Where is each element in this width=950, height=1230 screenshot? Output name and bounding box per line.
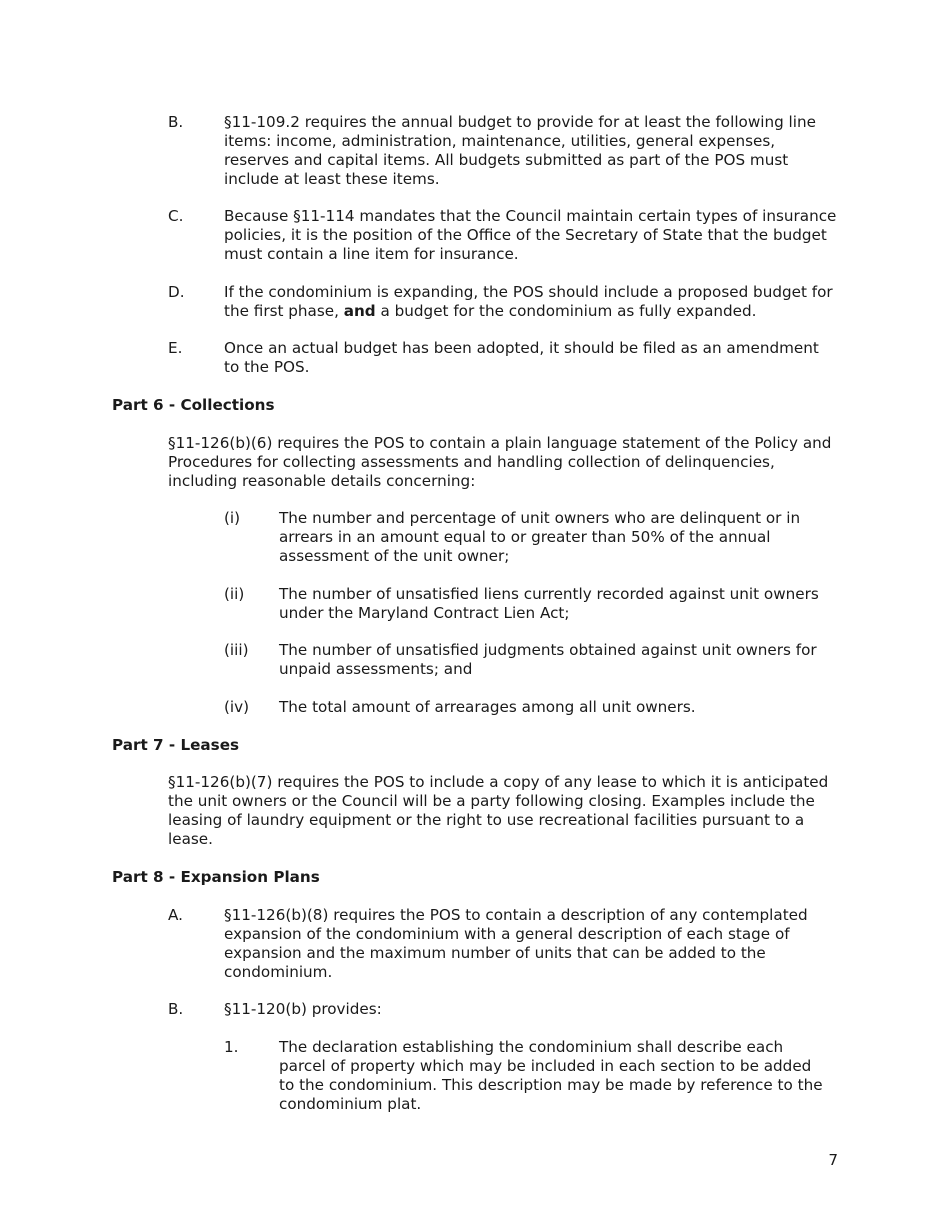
item-text: §11-126(b)(8) requires the POS to contain a description of any contemplated expansion of the condominium with a general description of each stage of expansion and the maximum number of units that can be added to the condominium. bbox=[224, 906, 808, 981]
page-number: 7 bbox=[828, 1151, 838, 1169]
item-text: The number and percentage of unit owners who are delinquent or in arrears in an amount equal to or greater than 50% of the annual assessment of the unit owner; bbox=[279, 509, 801, 565]
list-item-c bbox=[168, 207, 848, 264]
item-label: A. bbox=[168, 906, 183, 924]
item-label: (i) bbox=[224, 509, 241, 527]
item-label: D. bbox=[168, 283, 185, 301]
part7-heading: Part 7 - Leases bbox=[112, 736, 240, 754]
item-text: The total amount of arrearages among all unit owners. bbox=[279, 698, 696, 716]
item-text: §11-120(b) provides: bbox=[224, 1000, 382, 1018]
item-label: B. bbox=[168, 1000, 184, 1018]
item-text: §11-109.2 requires the annual budget to provide for at least the following line items: income, administration, maintenance, utilities, general expenses, reserves and capital items. All budgets submitted as part of the POS must include at least these items. bbox=[224, 113, 816, 188]
part6-heading: Part 6 - Collections bbox=[112, 396, 275, 414]
item-label: (iv) bbox=[224, 698, 250, 716]
list-item-e bbox=[168, 339, 848, 377]
item-label: (iii) bbox=[224, 641, 249, 659]
item-label: C. bbox=[168, 207, 184, 225]
part8-heading: Part 8 - Expansion Plans bbox=[112, 868, 320, 886]
list-item-iii bbox=[224, 641, 848, 679]
item-text: Once an actual budget has been adopted, it should be filed as an amendment to the POS. bbox=[224, 339, 819, 376]
list-item-b2 bbox=[168, 1000, 848, 1019]
list-item-d bbox=[168, 283, 848, 321]
item-text: The number of unsatisfied liens currently recorded against unit owners under the Maryland Contract Lien Act; bbox=[279, 585, 819, 622]
emphasis-and: and bbox=[343, 302, 376, 320]
item-text: The number of unsatisfied judgments obtained against unit owners for unpaid assessments; and bbox=[279, 641, 817, 678]
item-text: Because §11-114 mandates that the Council maintain certain types of insurance policies, it is the position of the Office of the Secretary of State that the budget must contain a line item for insurance. bbox=[224, 207, 837, 263]
list-item-a bbox=[168, 906, 848, 982]
item-label: 1. bbox=[224, 1038, 239, 1056]
item-label: E. bbox=[168, 339, 183, 357]
part7-intro: §11-126(b)(7) requires the POS to include a copy of any lease to which it is anticipated the unit owners or the Council will be a party following closing. Examples include the leasing of laundry equipment or the right to use recreational facilities pursuant to a lease. bbox=[168, 773, 829, 848]
list-item-b bbox=[168, 113, 848, 189]
list-item-ii bbox=[224, 585, 848, 623]
item-label: B. bbox=[168, 113, 184, 131]
item-text: If the condominium is expanding, the POS should include a proposed budget for the first phase, and a budget for the condominium as fully expanded. bbox=[224, 283, 833, 320]
list-item-iv bbox=[224, 698, 848, 717]
list-item-i bbox=[224, 509, 848, 566]
list-item-1 bbox=[224, 1038, 848, 1114]
part6-intro: §11-126(b)(6) requires the POS to contain a plain language statement of the Policy and Procedures for collecting assessments and handling collection of delinquencies, including reasonable details concerning: bbox=[168, 434, 832, 490]
item-label: (ii) bbox=[224, 585, 245, 603]
item-text: The declaration establishing the condominium shall describe each parcel of property which may be included in each section to be added to the condominium. This description may be made by reference to the condominium plat. bbox=[279, 1038, 823, 1113]
